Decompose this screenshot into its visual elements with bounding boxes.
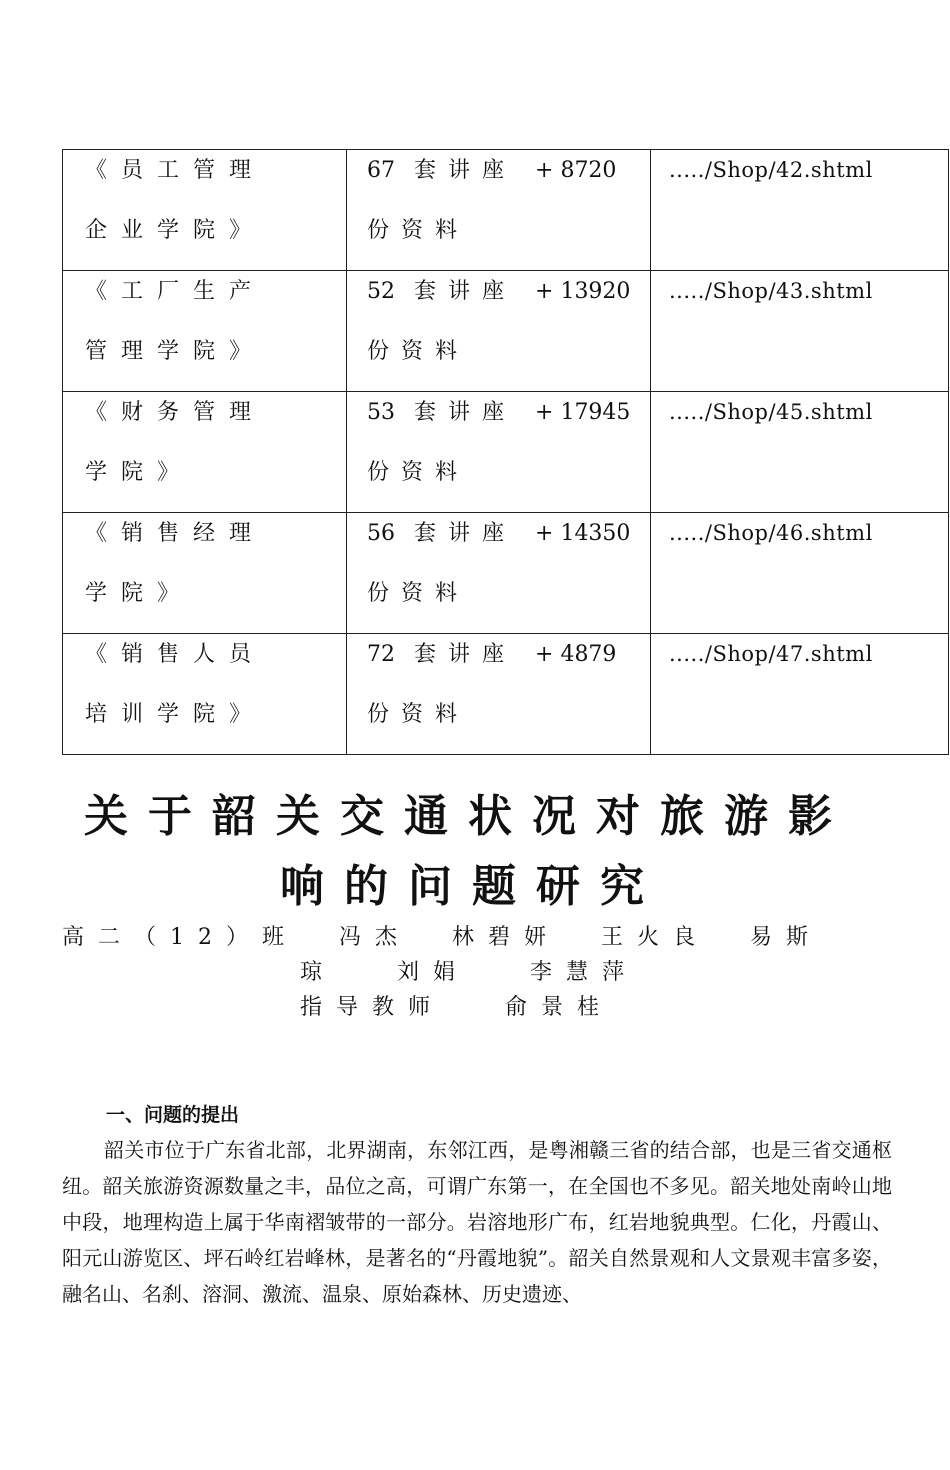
course-name-line: 企业学院》 [85, 218, 266, 243]
material-unit: 份资料 [367, 581, 470, 606]
course-catalog-table [62, 149, 949, 755]
table-row [63, 150, 949, 271]
course-name-line: 《财务管理 [85, 400, 266, 425]
lecture-unit: 套讲座 [414, 400, 517, 425]
material-unit: 份资料 [367, 339, 470, 364]
table-row [63, 513, 949, 634]
lecture-unit: 套讲座 [414, 642, 517, 667]
course-count-cell [347, 513, 651, 634]
course-name-line: 《员工管理 [85, 158, 266, 183]
authors-line-1: 高二（12）班 冯杰 林碧妍 王火良 易斯 [62, 925, 822, 950]
course-count-cell [347, 392, 651, 513]
course-name-line: 培训学院》 [85, 702, 266, 727]
course-count-line [347, 150, 650, 210]
course-name-line: 《工厂生产 [85, 279, 266, 304]
paper-title-line-2: 响的问题研究 [280, 861, 664, 912]
course-link-cell [651, 271, 949, 392]
course-count-cell [347, 271, 651, 392]
material-unit: 份资料 [367, 218, 470, 243]
lecture-unit: 套讲座 [414, 521, 517, 546]
material-unit: 份资料 [367, 460, 470, 485]
table-row [63, 392, 949, 513]
lecture-count: 56 [367, 521, 395, 546]
course-name-line: 学院》 [85, 460, 194, 485]
course-count-line [347, 271, 650, 331]
body-paragraph: 韶关市位于广东省北部，北界湖南，东邻江西，是粤湘赣三省的结合部，也是三省交通枢纽。韶关旅游资源数量之丰，品位之高，可谓广东第一，在全国也不多见。韶关地处南岭山地中段，地理构造上属于华南褶皱带的一部分。岩溶地形广布，红岩地貌典型。仁化，丹霞山、阳元山游览区、坪石岭红岩峰林，是著名的“丹霞地貌”。韶关自然景观和人文景观丰富多姿，融名山、名刹、溶洞、激流、温泉、原始森林、历史遗迹、 [62, 1138, 892, 1306]
course-name-cell [63, 150, 347, 271]
course-link[interactable]: ...../Shop/46.shtml [669, 521, 873, 545]
lecture-count: 52 [367, 279, 395, 304]
lecture-unit: 套讲座 [414, 279, 517, 304]
lecture-unit: 套讲座 [414, 158, 517, 183]
lecture-count: 53 [367, 400, 395, 425]
course-name-cell [63, 634, 347, 755]
advisor-line: 指导教师 俞景桂 [300, 995, 613, 1020]
course-count-cell [347, 150, 651, 271]
course-link-cell [651, 392, 949, 513]
material-unit: 份资料 [367, 702, 470, 727]
material-count: + 17945 [535, 400, 631, 425]
course-name-line: 《销售经理 [85, 521, 266, 546]
section-heading: 一、问题的提出 [106, 1104, 240, 1126]
course-link-cell [651, 513, 949, 634]
material-count: + 8720 [535, 158, 617, 183]
authors-line-2: 琼 刘娟 李慧萍 [300, 960, 638, 985]
course-count-line [347, 634, 650, 694]
material-count: + 14350 [535, 521, 631, 546]
course-link[interactable]: ...../Shop/45.shtml [669, 400, 873, 424]
course-name-line: 《销售人员 [85, 642, 266, 667]
course-link-cell [651, 634, 949, 755]
course-name-line: 学院》 [85, 581, 194, 606]
course-link[interactable]: ...../Shop/42.shtml [669, 158, 873, 182]
lecture-count: 67 [367, 158, 395, 183]
material-count: + 4879 [535, 642, 617, 667]
course-link[interactable]: ...../Shop/47.shtml [669, 642, 873, 666]
material-count: + 13920 [535, 279, 631, 304]
paper-title-line-1: 关于韶关交通状况对旅游影 [84, 791, 852, 842]
table-row [63, 271, 949, 392]
table-row [63, 634, 949, 755]
lecture-count: 72 [367, 642, 395, 667]
course-name-cell [63, 513, 347, 634]
course-link[interactable]: ...../Shop/43.shtml [669, 279, 873, 303]
course-link-cell [651, 150, 949, 271]
course-name-cell [63, 392, 347, 513]
course-count-line [347, 513, 650, 573]
course-count-cell [347, 634, 651, 755]
course-name-line: 管理学院》 [85, 339, 266, 364]
course-count-line [347, 392, 650, 452]
course-name-cell [63, 271, 347, 392]
